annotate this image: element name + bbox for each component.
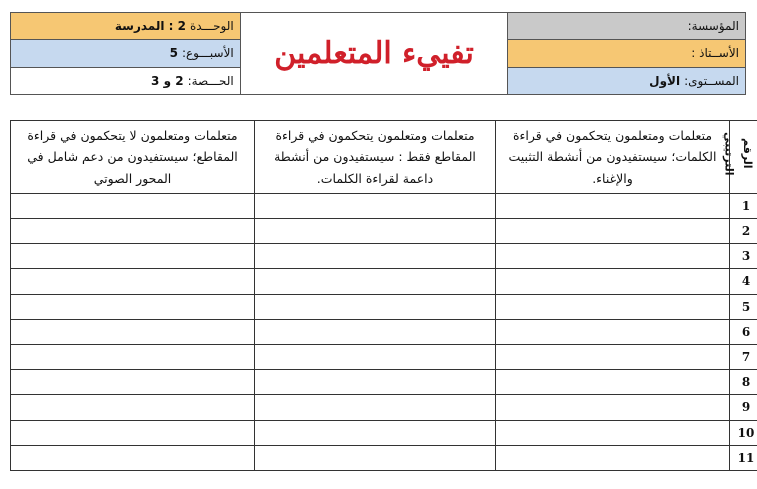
institution-label: المؤسسة:: [688, 19, 739, 33]
cell[interactable]: [496, 218, 730, 243]
group-syllables-header: متعلمات ومتعلمون يتحكمون في قراءة المقاطع فقط : سيستفيدون من أنشطة داعمة لقراءة الكلمات.: [255, 121, 496, 194]
cell[interactable]: [496, 294, 730, 319]
cell[interactable]: [255, 218, 496, 243]
cell[interactable]: [255, 370, 496, 395]
institution-field: [508, 13, 745, 39]
cell[interactable]: [11, 344, 255, 369]
session-value: 2 و 3: [151, 74, 184, 88]
group-words-header: متعلمات ومتعلمون يتحكمون في قراءة الكلمات؛ سيستفيدون من أنشطة التثبيت والإغناء.: [496, 121, 730, 194]
cell[interactable]: [255, 319, 496, 344]
table-row: [11, 319, 757, 344]
cell[interactable]: [11, 269, 255, 294]
table-row: [11, 395, 757, 420]
cell[interactable]: [496, 395, 730, 420]
cell[interactable]: [11, 395, 255, 420]
table-row: [11, 193, 757, 218]
cell[interactable]: [11, 244, 255, 269]
row-number: 7: [730, 344, 757, 369]
table-row: [11, 445, 757, 470]
row-number: 2: [730, 218, 757, 243]
cell[interactable]: [496, 244, 730, 269]
cell[interactable]: [255, 193, 496, 218]
row-number: 6: [730, 319, 757, 344]
header-block: [10, 12, 746, 95]
level-label: المســتوى:: [684, 74, 739, 88]
group-remediation-header: متعلمات ومتعلمون لا يتحكمون في قراءة المقاطع؛ سيستفيدون من دعم شامل في المحور الصوتي: [11, 121, 255, 194]
grouping-table: [10, 120, 757, 471]
row-number: 8: [730, 370, 757, 395]
unit-label: الوحـــدة: [190, 19, 234, 33]
week-label: الأسبـــوع:: [182, 46, 234, 60]
level-field: [508, 67, 745, 94]
cell[interactable]: [11, 420, 255, 445]
cell[interactable]: [11, 319, 255, 344]
cell[interactable]: [255, 344, 496, 369]
row-number: 11: [730, 445, 757, 470]
row-number: 10: [730, 420, 757, 445]
rank-header: الرقم الترتيبي: [730, 121, 757, 194]
session-label: الحـــصة:: [188, 74, 234, 88]
session-field: [11, 67, 240, 94]
week-field: [11, 39, 240, 66]
unit-info-panel: [11, 13, 241, 94]
cell[interactable]: [11, 218, 255, 243]
cell[interactable]: [496, 370, 730, 395]
cell[interactable]: [255, 420, 496, 445]
unit-field: [11, 13, 240, 39]
cell[interactable]: [11, 294, 255, 319]
cell[interactable]: [496, 319, 730, 344]
row-number: 1: [730, 193, 757, 218]
table-header-row: [11, 121, 757, 194]
week-value: 5: [170, 46, 178, 60]
cell[interactable]: [255, 395, 496, 420]
row-number: 9: [730, 395, 757, 420]
row-number: 4: [730, 269, 757, 294]
page-title: تفييء المتعلمين: [274, 36, 474, 71]
cell[interactable]: [11, 193, 255, 218]
cell[interactable]: [496, 420, 730, 445]
cell[interactable]: [11, 445, 255, 470]
school-info-panel: [507, 13, 745, 94]
unit-value: 2 : المدرسة: [115, 19, 186, 33]
cell[interactable]: [255, 269, 496, 294]
row-number: 3: [730, 244, 757, 269]
table-row: [11, 269, 757, 294]
teacher-label: الأســتاذ :: [691, 46, 739, 60]
cell[interactable]: [255, 445, 496, 470]
table-row: [11, 294, 757, 319]
teacher-field: [508, 39, 745, 66]
cell[interactable]: [496, 193, 730, 218]
table-row: [11, 244, 757, 269]
cell[interactable]: [496, 445, 730, 470]
cell[interactable]: [11, 370, 255, 395]
cell[interactable]: [255, 244, 496, 269]
level-value: الأول: [649, 74, 680, 88]
cell[interactable]: [496, 344, 730, 369]
cell[interactable]: [255, 294, 496, 319]
table-row: [11, 420, 757, 445]
cell[interactable]: [496, 269, 730, 294]
table-row: [11, 370, 757, 395]
row-number: 5: [730, 294, 757, 319]
table-row: [11, 344, 757, 369]
table-row: [11, 218, 757, 243]
title-panel: [241, 13, 508, 94]
